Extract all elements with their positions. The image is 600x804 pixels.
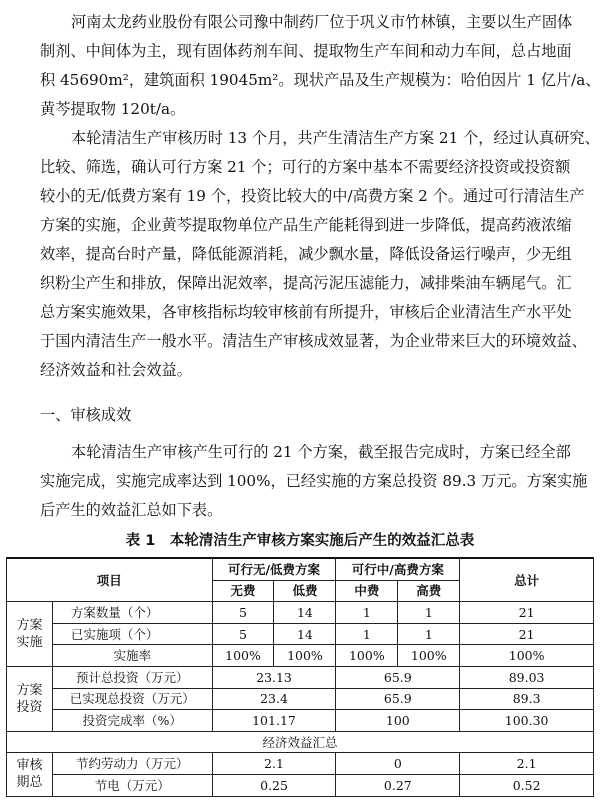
econ-summary-title: 经济效益汇总 [7, 731, 594, 753]
intro-line: 制剂、中间体为主，现有固体药剂车间、提取物生产车间和动力车间，总占地面 [40, 42, 572, 60]
table-row [7, 774, 594, 796]
header-high-cost: 可行中/高费方案 [336, 558, 460, 580]
cell: 14 [274, 602, 336, 624]
benefit-summary-table [6, 557, 594, 797]
header-high: 高费 [398, 580, 460, 602]
cell: 1 [336, 623, 398, 645]
cell: 5 [212, 623, 274, 645]
group-implementation [7, 602, 53, 667]
header-low-cost: 可行无/低费方案 [212, 558, 336, 580]
table-row [7, 666, 594, 688]
cell: 21 [460, 623, 594, 645]
table-row [7, 623, 594, 645]
cell: 100% [336, 645, 398, 667]
summary-paragraph [40, 124, 600, 385]
table-row [7, 731, 594, 753]
intro-line: 黄芩提取物 120t/a。 [40, 100, 186, 118]
cell: 65.9 [336, 688, 460, 710]
result-paragraph [40, 438, 586, 525]
cell: 21 [460, 602, 594, 624]
table-row [7, 645, 594, 667]
cell: 2.1 [460, 753, 594, 775]
cell: 23.13 [212, 666, 336, 688]
cell: 23.4 [212, 688, 336, 710]
cell: 14 [274, 623, 336, 645]
summary-line: 方案的实施，企业黄芩提取物单位产品生产能耗得到进一步降低，提高药液浓缩 [40, 216, 572, 234]
header-low: 低费 [274, 580, 336, 602]
cell: 89.3 [460, 688, 594, 710]
header-mid: 中费 [336, 580, 398, 602]
cell: 1 [336, 602, 398, 624]
row-label: 方案数量（个） [52, 602, 212, 624]
row-label: 投资完成率（%） [52, 710, 212, 732]
row-label: 节电（万元） [52, 774, 212, 796]
section-heading: 一、审核成效 [40, 406, 132, 424]
cell: 0 [336, 753, 460, 775]
cell: 89.03 [460, 666, 594, 688]
summary-line: 总方案实施效果，各审核指标均较审核前有所提升，审核后企业清洁生产水平处 [40, 303, 572, 321]
table-row [7, 602, 594, 624]
result-line: 本轮清洁生产审核产生可行的 21 个方案，截至报告完成时，方案已经全部 [71, 443, 571, 461]
header-no-cost: 无费 [212, 580, 274, 602]
intro-line: 积 45690m²，建筑面积 19045m²。现状产品及生产规模为：哈伯因片 1 亿片/a、 [40, 71, 600, 89]
result-line: 后产生的效益汇总如下表。 [40, 501, 223, 519]
summary-line: 本轮清洁生产审核历时 13 个月，共产生清洁生产方案 21 个，经过认真研究、 [71, 129, 600, 147]
table-caption: 表 1 本轮清洁生产审核方案实施后产生的效益汇总表 [125, 533, 475, 549]
row-label: 已实现总投资（万元） [52, 688, 212, 710]
summary-line: 于国内清洁生产一般水平。清洁生产审核成效显著，为企业带来巨大的环境效益、 [40, 332, 587, 350]
header-item: 项目 [7, 558, 213, 602]
summary-line: 经济效益和社会效益。 [40, 361, 192, 379]
cell: 0.27 [336, 774, 460, 796]
group-period [7, 753, 53, 796]
table-row [7, 710, 594, 732]
cell: 100.30 [460, 710, 594, 732]
table-row [7, 688, 594, 710]
cell: 100% [460, 645, 594, 667]
cell: 1 [398, 602, 460, 624]
row-label: 节约劳动力（万元） [52, 753, 212, 775]
cell: 100% [274, 645, 336, 667]
cell: 100 [336, 710, 460, 732]
cell: 5 [212, 602, 274, 624]
intro-paragraph [40, 8, 600, 124]
result-line: 实施完成，实施完成率达到 100%，已经实施的方案总投资 89.3 万元。方案实施 [40, 472, 588, 490]
summary-line: 较小的无/低费方案有 19 个，投资比较大的中/高费方案 2 个。通过可行清洁生产 [40, 187, 585, 205]
cell: 0.52 [460, 774, 594, 796]
group-label: 审核 期总 [16, 758, 43, 791]
header-total: 总计 [460, 558, 594, 602]
cell: 100% [212, 645, 274, 667]
intro-line: 河南太龙药业股份有限公司豫中制药厂位于巩义市竹林镇，主要以生产固体 [71, 13, 573, 31]
cell: 100% [398, 645, 460, 667]
group-investment [7, 666, 53, 731]
cell: 2.1 [212, 753, 336, 775]
summary-line: 比较、筛选，确认可行方案 21 个；可行的方案中基本不需要经济投资或投资额 [40, 158, 571, 176]
row-label: 预计总投资（万元） [52, 666, 212, 688]
group-label: 方案 实施 [16, 618, 43, 651]
summary-line: 效率，提高台时产量，降低能源消耗，减少飘水量，降低设备运行噪声，少无组 [40, 245, 572, 263]
table-row [7, 753, 594, 775]
cell: 0.25 [212, 774, 336, 796]
cell: 65.9 [336, 666, 460, 688]
cell: 1 [398, 623, 460, 645]
row-label: 已实施项（个） [52, 623, 212, 645]
summary-line: 织粉尘产生和排放，保障出泥效率，提高污泥压滤能力，减排柴油车辆尾气。汇 [40, 274, 572, 292]
row-label: 实施率 [52, 645, 212, 667]
group-label: 方案 投资 [16, 682, 43, 715]
cell: 101.17 [212, 710, 336, 732]
